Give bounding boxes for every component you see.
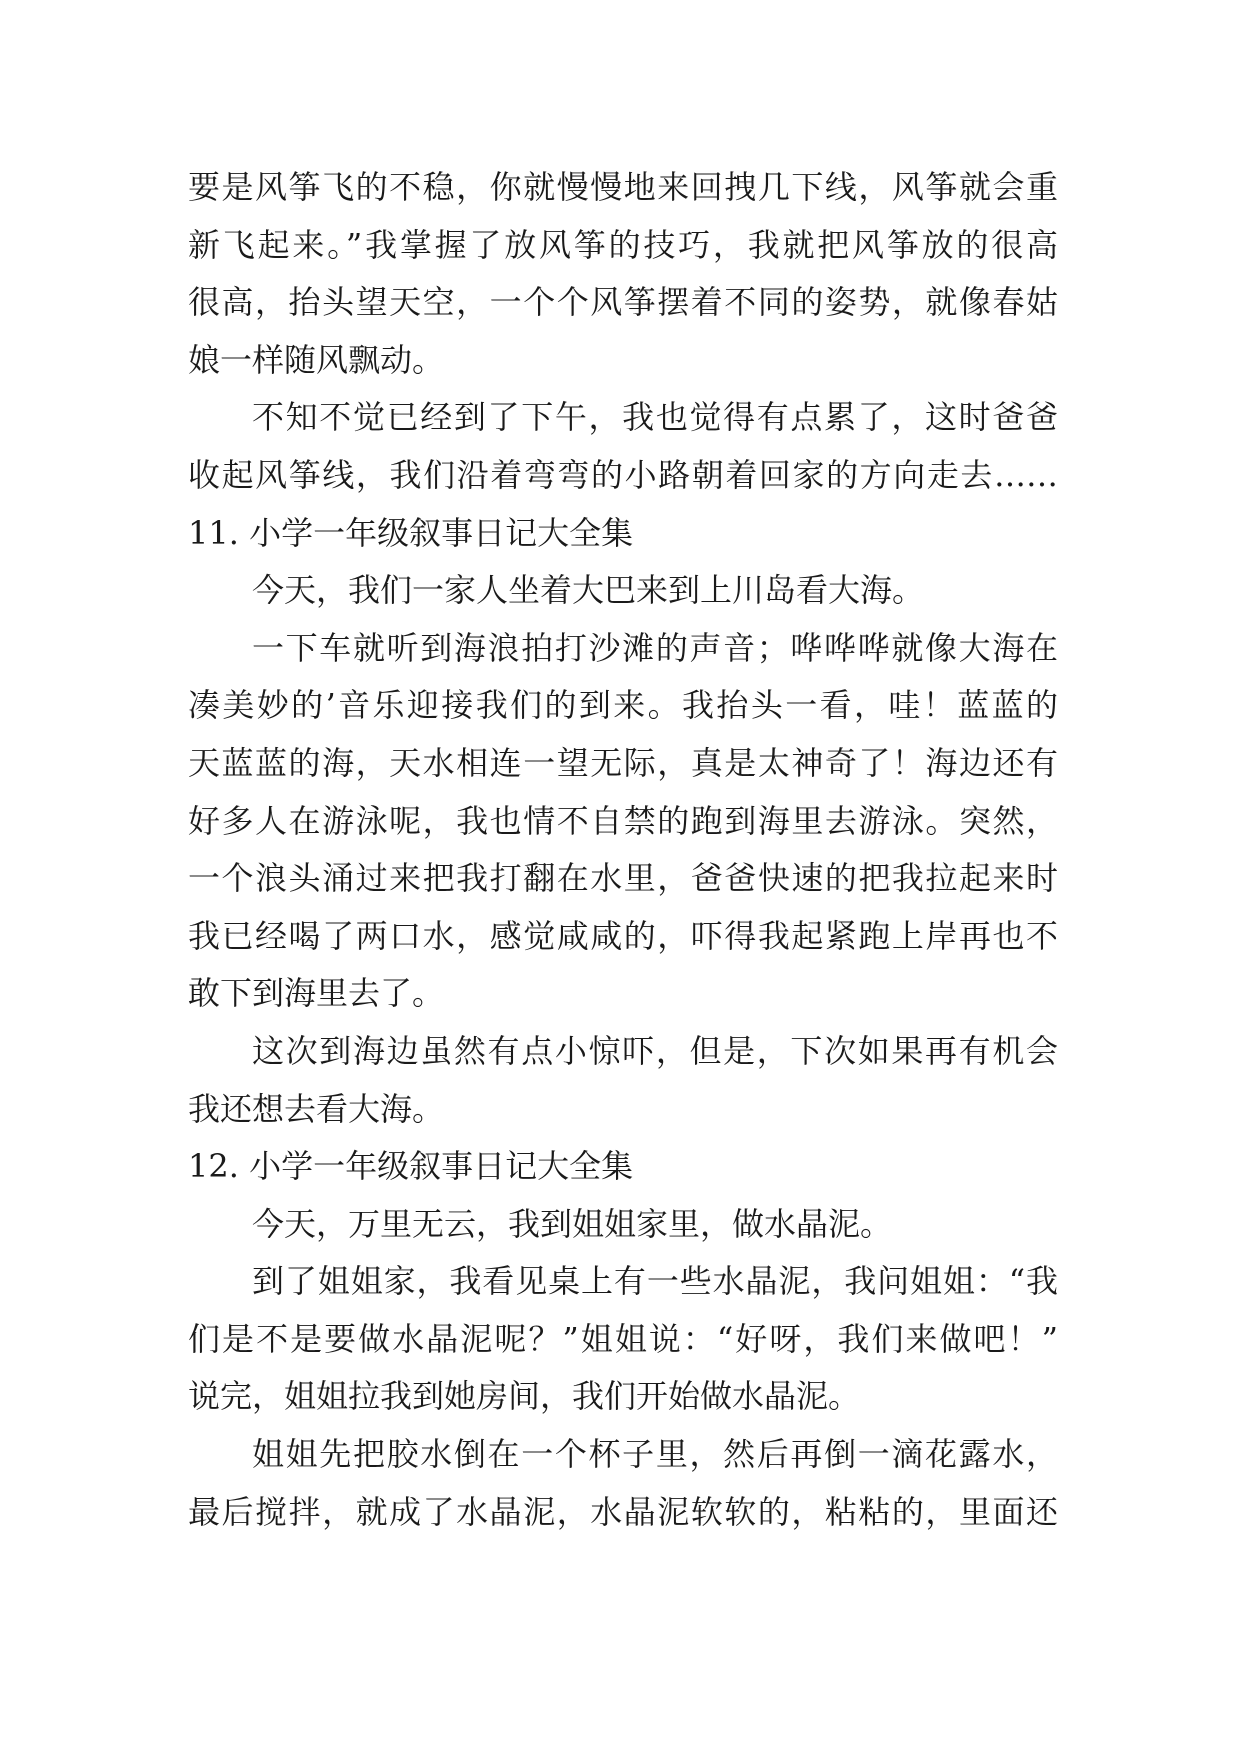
text-line: 们是不是要做水晶泥呢？”姐姐说：“好呀，我们来做吧！” [188,1319,1058,1358]
text-line: 最后搅拌，就成了水晶泥，水晶泥软软的，粘粘的，里面还 [188,1492,1058,1531]
text-line: 敢下到海里去了。 [188,974,445,1013]
text-line: 娘一样随风飘动。 [188,340,445,379]
text-line: 说完，姐姐拉我到她房间，我们开始做水晶泥。 [188,1377,861,1416]
text-line: 收起风筝线，我们沿着弯弯的小路朝着回家的方向走去…… [188,455,1058,494]
text-line: 我已经喝了两口水，感觉咸咸的，吓得我起紧跑上岸再也不 [188,916,1058,955]
document-body [188,159,1058,1541]
text-line: 姐姐先把胶水倒在一个杯子里，然后再倒一滴花露水， [252,1435,1058,1474]
text-line: 这次到海边虽然有点小惊吓，但是，下次如果再有机会 [252,1031,1058,1070]
text-line: 一下车就听到海浪拍打沙滩的声音；哗哗哗就像大海在 [252,628,1058,667]
text-line: 今天，我们一家人坐着大巴来到上川岛看大海。 [252,571,925,610]
text-line: 要是风筝飞的不稳，你就慢慢地来回拽几下线，风筝就会重 [188,168,1058,206]
section-heading-11: 11. 小学一年级叙事日记大全集 [188,513,634,552]
text-line: 新飞起来。”我掌握了放风筝的技巧，我就把风筝放的很高 [188,225,1058,264]
text-line: 天蓝蓝的海，天水相连一望无际，真是太神奇了！海边还有 [188,743,1058,782]
text-line: 好多人在游泳呢，我也情不自禁的跑到海里去游泳。突然， [188,801,1058,840]
text-line: 今天，万里无云，我到姐姐家里，做水晶泥。 [252,1204,893,1243]
text-line: 我还想去看大海。 [188,1089,445,1128]
text-line: 到了姐姐家，我看见桌上有一些水晶泥，我问姐姐：“我 [252,1262,1058,1301]
text-line: 凑美妙的’音乐迎接我们的到来。我抬头一看，哇！蓝蓝的 [188,686,1058,725]
text-line: 很高，抬头望天空，一个个风筝摆着不同的姿势，就像春姑 [188,283,1058,322]
text-line: 一个浪头涌过来把我打翻在水里，爸爸快速的把我拉起来时 [188,859,1058,898]
section-heading-12: 12. 小学一年级叙事日记大全集 [188,1147,634,1186]
text-line: 不知不觉已经到了下午，我也觉得有点累了，这时爸爸 [252,398,1058,437]
